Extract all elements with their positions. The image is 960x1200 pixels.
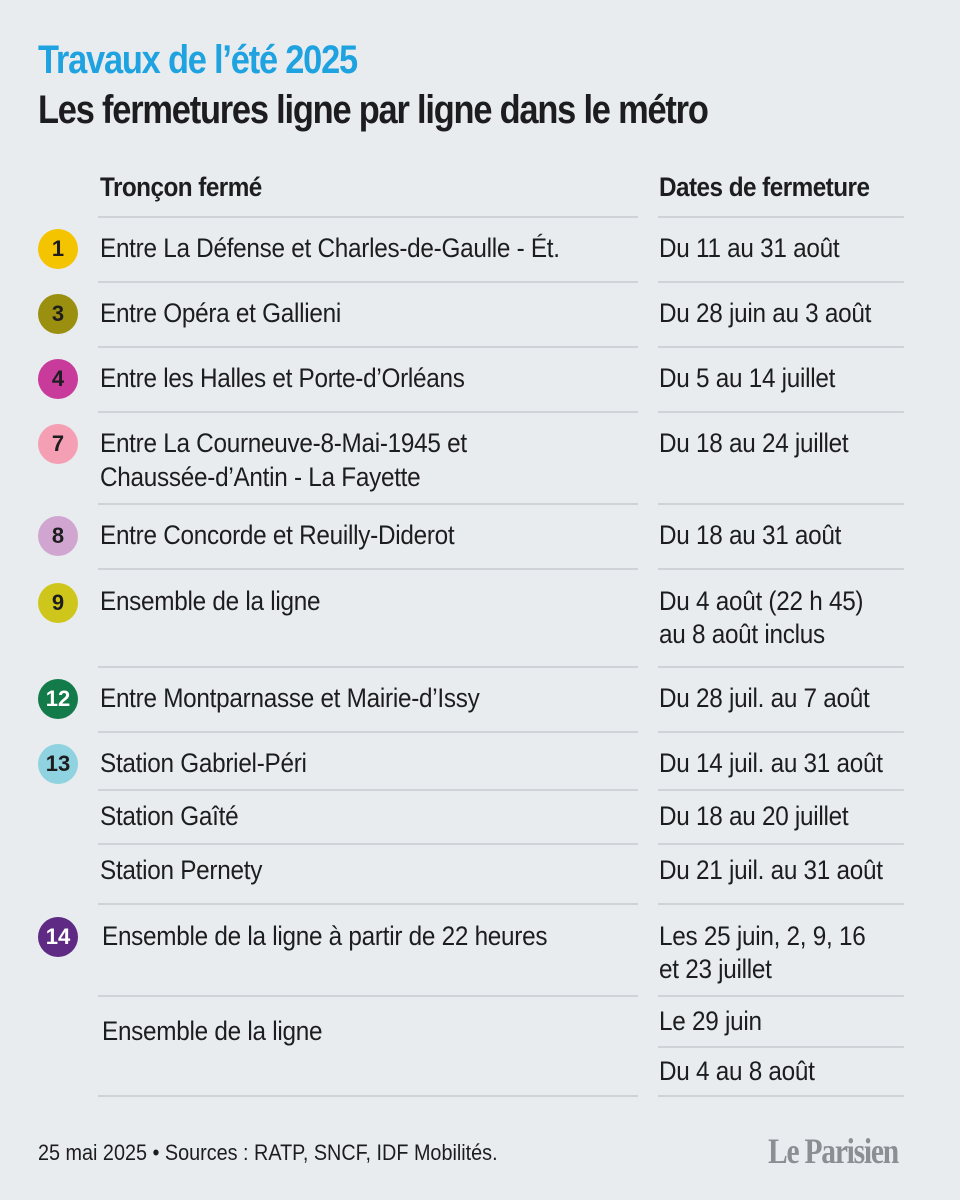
row-divider: [658, 903, 904, 905]
dates-cell: Du 5 au 14 juillet: [659, 363, 836, 393]
row-divider: [658, 1046, 904, 1048]
row-divider: [658, 1095, 904, 1097]
row-divider: [658, 281, 904, 283]
dates-cell: Du 4 août (22 h 45): [659, 586, 864, 616]
row-divider: [98, 903, 638, 905]
row-divider: [658, 216, 904, 218]
column-header-section: Tronçon fermé: [100, 172, 262, 202]
row-divider: [98, 789, 638, 791]
row-divider: [98, 731, 638, 733]
section-cell: Ensemble de la ligne à partir de 22 heures: [102, 921, 548, 951]
line-3-badge: 3: [38, 294, 78, 334]
row-divider: [98, 843, 638, 845]
row-divider: [658, 995, 904, 997]
row-divider: [98, 568, 638, 570]
dates-cell: Du 4 au 8 août: [659, 1056, 815, 1086]
row-divider: [98, 216, 638, 218]
row-divider: [658, 731, 904, 733]
row-divider: [658, 411, 904, 413]
section-cell: Station Pernety: [100, 855, 263, 885]
line-9-badge: 9: [38, 583, 78, 623]
line-8-badge: 8: [38, 516, 78, 556]
row-divider: [658, 666, 904, 668]
dates-cell: Les 25 juin, 2, 9, 16: [659, 921, 866, 951]
section-cell: Ensemble de la ligne: [102, 1016, 323, 1046]
dates-cell: Du 28 juil. au 7 août: [659, 683, 870, 713]
dates-cell: au 8 août inclus: [659, 619, 825, 649]
section-cell: Entre Montparnasse et Mairie-d’Issy: [100, 683, 480, 713]
section-cell: Chaussée-d’Antin - La Fayette: [100, 462, 421, 492]
row-divider: [658, 789, 904, 791]
dates-cell: Du 18 au 20 juillet: [659, 801, 849, 831]
row-divider: [98, 666, 638, 668]
row-divider: [98, 346, 638, 348]
section-cell: Entre La Courneuve-8-Mai-1945 et: [100, 428, 467, 458]
source-footer: 25 mai 2025 • Sources : RATP, SNCF, IDF Mobilités.: [38, 1140, 498, 1165]
row-divider: [658, 843, 904, 845]
section-cell: Entre Opéra et Gallieni: [100, 298, 341, 328]
row-divider: [658, 346, 904, 348]
dates-cell: Du 14 juil. au 31 août: [659, 748, 883, 778]
dates-cell: Le 29 juin: [659, 1006, 762, 1036]
page-title: Les fermetures ligne par ligne dans le métro: [38, 88, 708, 132]
dates-cell: Du 18 au 31 août: [659, 520, 842, 550]
section-cell: Entre La Défense et Charles-de-Gaulle - Ét.: [100, 233, 560, 263]
section-cell: Entre Concorde et Reuilly-Diderot: [100, 520, 455, 550]
dates-cell: Du 28 juin au 3 août: [659, 298, 872, 328]
column-header-dates: Dates de fermeture: [659, 172, 870, 202]
line-13-badge: 13: [38, 744, 78, 784]
dates-cell: Du 21 juil. au 31 août: [659, 855, 883, 885]
row-divider: [98, 503, 638, 505]
line-12-badge: 12: [38, 679, 78, 719]
line-4-badge: 4: [38, 359, 78, 399]
section-cell: Station Gabriel-Péri: [100, 748, 307, 778]
section-cell: Station Gaîté: [100, 801, 239, 831]
row-divider: [98, 1095, 638, 1097]
line-14-badge: 14: [38, 917, 78, 957]
section-cell: Ensemble de la ligne: [100, 586, 321, 616]
dates-cell: Du 18 au 24 juillet: [659, 428, 849, 458]
kicker-title: Travaux de l’été 2025: [38, 38, 357, 82]
dates-cell: Du 11 au 31 août: [659, 233, 840, 263]
line-7-badge: 7: [38, 424, 78, 464]
row-divider: [98, 281, 638, 283]
row-divider: [98, 411, 638, 413]
row-divider: [658, 503, 904, 505]
line-1-badge: 1: [38, 229, 78, 269]
brand-logo: Le Parisien: [768, 1131, 898, 1171]
row-divider: [98, 995, 638, 997]
row-divider: [658, 568, 904, 570]
section-cell: Entre les Halles et Porte-d’Orléans: [100, 363, 465, 393]
dates-cell: et 23 juillet: [659, 954, 772, 984]
